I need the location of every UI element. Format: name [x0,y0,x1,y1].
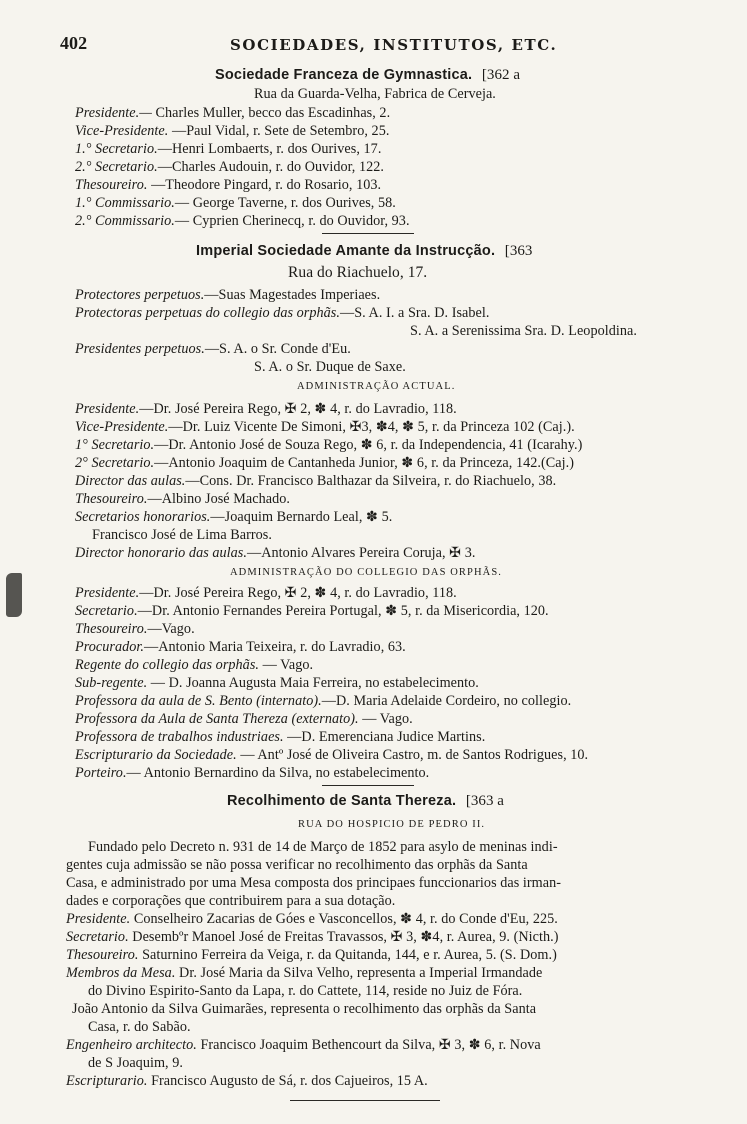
entry-line [75,158,384,176]
entry-line [75,602,549,620]
entry-text: — D. Joanna Augusta Maia Ferreira, no estabelecimento. [147,675,479,691]
entry-text: —Cons. Dr. Francisco Balthazar da Silveira, r. do Riachuelo, 38. [185,473,557,489]
end-divider [290,1100,440,1101]
role-label: Regente do collegio das orphãs. [75,657,259,673]
entry-text: Francisco Augusto de Sá, r. dos Cajueiros, 15 A. [147,1073,428,1089]
entry-text: — Cyprien Cherinecq, r. do Ouvidor, 93. [174,213,410,229]
entry-text: —Suas Magestades Imperiaes. [204,287,381,303]
role-label: 2.° Commissario. [75,213,175,229]
section-heading-instruccao [196,242,532,260]
section-divider [322,785,414,786]
entry-text: — George Taverne, r. dos Ourives, 58. [174,195,396,211]
role-label: Protectoras perpetuas do collegio das orphãs. [75,305,340,321]
entry-text: —Dr. Antonio Fernandes Pereira Portugal, ✽ 5, r. da Misericordia, 120. [137,603,549,619]
entry-text: —Henri Lombaerts, r. dos Ourives, 17. [157,141,382,157]
role-label: 2.° Secretario. [75,159,158,175]
entry-line: S. A. o Sr. Duque de Saxe. [254,359,406,375]
entry-text: —Dr. Luiz Vicente De Simoni, ✠3, ✽4, ✽ 5, r. da Princeza 102 (Caj.). [168,419,575,435]
role-label: Professora da aula de S. Bento (internato). [75,693,322,709]
role-label: 1.° Commissario. [75,195,175,211]
entry-text: —Dr. José Pereira Rego, ✠ 2, ✽ 4, r. do Lavradio, 118. [139,585,457,601]
entry-text: Saturnino Ferreira da Veiga, r. da Quitanda, 144, e r. Aurea, 5. (S. Dom.) [138,947,557,963]
entry-line [75,656,313,674]
page-number: 402 [60,33,88,53]
role-label: Secretarios honorarios. [75,509,211,525]
role-label: Presidente.— [75,105,152,121]
role-label: Escripturario da Sociedade. [75,747,237,763]
section-title: Sociedade Franceza de Gymnastica. [215,67,473,83]
role-label: Protectores perpetuos. [75,287,205,303]
entry-line [75,746,588,764]
role-label: Professora de trabalhos industriaes. [75,729,284,745]
section-ref: [362 a [481,67,521,83]
entry-line [75,286,380,304]
role-label: Thesoureiro. [75,621,148,637]
role-label: Presidentes perpetuos. [75,341,205,357]
entry-line [75,508,392,526]
subheading-admin: ADMINISTRAÇÃO ACTUAL. [297,381,456,392]
entry-text: —Albino José Machado. [147,491,290,507]
entry-text: —D. Emerenciana Judice Martins. [283,729,486,745]
entry-text: —Antonio Maria Teixeira, r. do Lavradio, 63. [144,639,406,655]
entry-line [75,692,571,710]
role-label: 1° Secretario. [75,437,155,453]
entry-line [75,490,290,508]
entry-line: do Divino Espirito-Santo da Lapa, r. do Cattete, 114, reside no Juiz de Fóra. [88,983,523,999]
section-heading-gymnastica [215,66,520,84]
entry-text: —S. A. I. a Sra. D. Isabel. [339,305,490,321]
role-label: 1.° Secretario. [75,141,158,157]
role-label: Presidente. [75,585,140,601]
entry-line [75,340,351,358]
entry-line [75,710,413,728]
entry-line [75,584,457,602]
entry-text: — Antº José de Oliveira Castro, m. de Santos Rodrigues, 10. [236,747,589,763]
entry-text: Francisco Joaquim Bethencourt da Silva, ✠ 3, ✽ 6, r. Nova [196,1037,541,1053]
entry-text: —Theodore Pingard, r. do Rosario, 103. [147,177,382,193]
entry-text: —Dr. José Pereira Rego, ✠ 2, ✽ 4, r. do Lavradio, 118. [139,401,457,417]
entry-text: — Vago. [358,711,413,727]
section-divider [322,233,414,234]
entry-text: —S. A. o Sr. Conde d'Eu. [204,341,351,357]
entry-line [75,454,574,472]
entry-text: Dr. José Maria da Silva Velho, representa a Imperial Irmandade [175,965,543,981]
role-label: 2° Secretario. [75,455,155,471]
role-label: Thesoureiro. [75,491,148,507]
role-label: Porteiro. [75,765,127,781]
entry-line [75,176,381,194]
entry-line [75,122,389,140]
section-heading-recolhimento [227,792,504,810]
entry-text: — Vago. [259,657,314,673]
paragraph-line: Fundado pelo Decreto n. 931 de 14 de Março de 1852 para asylo de meninas indi- [88,839,558,855]
role-label: Thesoureiro. [75,177,148,193]
entry-line: Francisco José de Lima Barros. [92,527,272,543]
running-title: SOCIEDADES, INSTITUTOS, ETC. [230,36,558,54]
section-address: RUA DO HOSPICIO DE PEDRO II. [298,819,486,830]
entry-text: —Dr. Antonio José de Souza Rego, ✽ 6, r. da Independencia, 41 (Icarahy.) [154,437,583,453]
role-label: Presidente. [75,401,140,417]
entry-text: Desembºr Manoel José de Freitas Travassos, ✠ 3, ✽4, r. Aurea, 9. (Nicth.) [128,929,559,945]
entry-line [75,104,390,122]
entry-text: —Vago. [147,621,195,637]
entry-line [75,418,575,436]
role-label: Procurador. [75,639,144,655]
role-label: Vice-Presidente. [75,123,169,139]
entry-line [66,964,542,982]
role-label: Engenheiro architecto. [66,1037,197,1053]
entry-line [66,1072,428,1090]
ink-blot-mark [6,573,22,617]
paragraph-line: gentes cuja admissão se não possa verificar no recolhimento das orphãs da Santa [66,857,528,873]
role-label: Director honorario das aulas. [75,545,247,561]
section-title: Recolhimento de Santa Thereza. [227,793,457,809]
section-ref: [363 [504,243,533,259]
entry-line: de S Joaquim, 9. [88,1055,183,1071]
entry-line: Casa, r. do Sabão. [88,1019,191,1035]
section-address: Rua do Riachuelo, 17. [288,264,428,281]
section-address: Rua da Guarda-Velha, Fabrica de Cerveja. [254,86,496,102]
entry-line [75,304,489,322]
entry-line: João Antonio da Silva Guimarães, representa o recolhimento das orphãs da Santa [72,1001,537,1017]
paragraph-line: dades e corporações que contribuirem para a sua dotação. [66,893,396,909]
role-label: Membros da Mesa. [66,965,176,981]
section-ref: [363 a [465,793,505,809]
role-label: Secretario. [66,929,129,945]
entry-text: — Antonio Bernardino da Silva, no estabelecimento. [126,765,430,781]
role-label: Director das aulas. [75,473,186,489]
entry-line [75,194,396,212]
entry-line [75,638,406,656]
role-label: Sub-regente. [75,675,148,691]
entry-line [66,928,559,946]
entry-text: —Charles Audouin, r. do Ouvidor, 122. [157,159,385,175]
entry-text: —D. Maria Adelaide Cordeiro, no collegio. [321,693,572,709]
entry-text: —Antonio Alvares Pereira Coruja, ✠ 3. [246,545,476,561]
entry-text: —Joaquim Bernardo Leal, ✽ 5. [210,509,393,525]
role-label: Professora da Aula de Santa Thereza (externato). [75,711,359,727]
entry-text: Charles Muller, becco das Escadinhas, 2. [151,105,391,121]
entry-line [75,674,479,692]
role-label: Escripturario. [66,1073,148,1089]
entry-line [75,764,429,782]
entry-line [75,620,195,638]
role-label: Presidente. [66,911,131,927]
section-title: Imperial Sociedade Amante da Instrucção. [196,243,496,259]
entry-line [75,436,582,454]
role-label: Vice-Presidente. [75,419,169,435]
entry-line [66,910,558,928]
entry-line [75,472,556,490]
entry-line [75,400,457,418]
entry-text: Conselheiro Zacarias de Góes e Vasconcellos, ✽ 4, r. do Conde d'Eu, 225. [130,911,558,927]
entry-line [75,212,410,230]
entry-text: —Antonio Joaquim de Cantanheda Junior, ✽ 6, r. da Princeza, 142.(Caj.) [154,455,575,471]
entry-line: S. A. a Serenissima Sra. D. Leopoldina. [410,323,637,339]
entry-text: —Paul Vidal, r. Sete de Setembro, 25. [168,123,390,139]
entry-line [66,946,557,964]
entry-line [75,140,381,158]
entry-line [66,1036,541,1054]
subheading-college: ADMINISTRAÇÃO DO COLLEGIO DAS ORPHÃS. [230,567,503,578]
role-label: Secretario. [75,603,138,619]
paragraph-line: Casa, e administrado por uma Mesa composta dos principaes funccionarios das irman- [66,875,562,891]
entry-line [75,544,475,562]
role-label: Thesoureiro. [66,947,139,963]
entry-line [75,728,485,746]
